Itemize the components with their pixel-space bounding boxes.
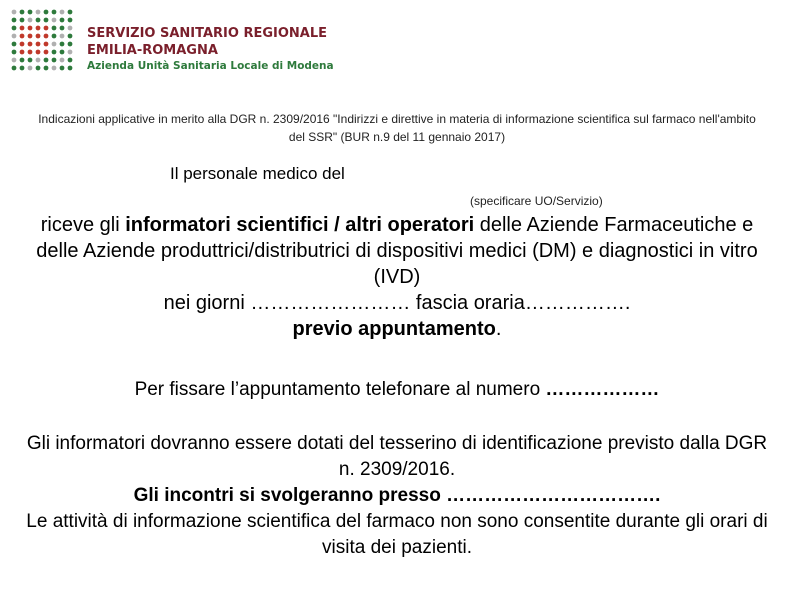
logo-line-regione: EMILIA-ROMAGNA [87,43,218,58]
aziende-text: delle Aziende Farmaceutiche e delle Aziende produttrici/distributrici di dispositivi medici (DM) e diagnostici in vitro (IVD) [36,214,758,288]
phone-line [20,377,774,403]
logo-dot-grid-icon [10,8,76,72]
previo-bold: previo appuntamento [292,318,496,340]
personale-label: Il personale medico del [170,164,345,183]
informatori-bold: informatori scientifici / altri operatori [125,214,475,236]
incontri-bold: Gli incontri si svolgeranno presso ……………………………. [133,485,661,506]
logo-line-servizio: SERVIZIO SANITARIO REGIONALE [87,26,328,41]
logo-line-azienda: Azienda Unità Sanitaria Locale di Modena [87,60,334,72]
phone-dots: ……………… [545,379,660,400]
previo-line [20,316,774,342]
logo-text [87,25,334,73]
attivita-text: Le attività di informazione scientifica del farmaco non sono consentite durante gli orari di visita dei pazienti. [26,511,768,558]
phone-text: Per fissare l’appuntamento telefonare al numero [134,379,546,400]
incontri-line [20,483,774,509]
ausl-logo [10,8,334,76]
riceve-text: riceve gli [40,214,126,236]
giorni-line: nei giorni …………………… fascia oraria……………. [163,292,631,314]
tesserino-text: Gli informatori dovranno essere dotati del tesserino di identificazione previsto dalla DGR n. 2309/2016. [26,433,768,480]
main-paragraph [20,212,774,342]
specificare-hint: (specificare UO/Servizio) [470,194,603,208]
previo-end: . [495,318,502,340]
riceve-sentence [20,212,774,290]
intro-text: Indicazioni applicative in merito alla DGR n. 2309/2016 "Indirizzi e direttive in materia di informazione scientifica sul farmaco nell'ambito del SSR" (BUR n.9 del 11 gennaio 2017) [38,112,756,144]
final-paragraph [20,431,774,561]
